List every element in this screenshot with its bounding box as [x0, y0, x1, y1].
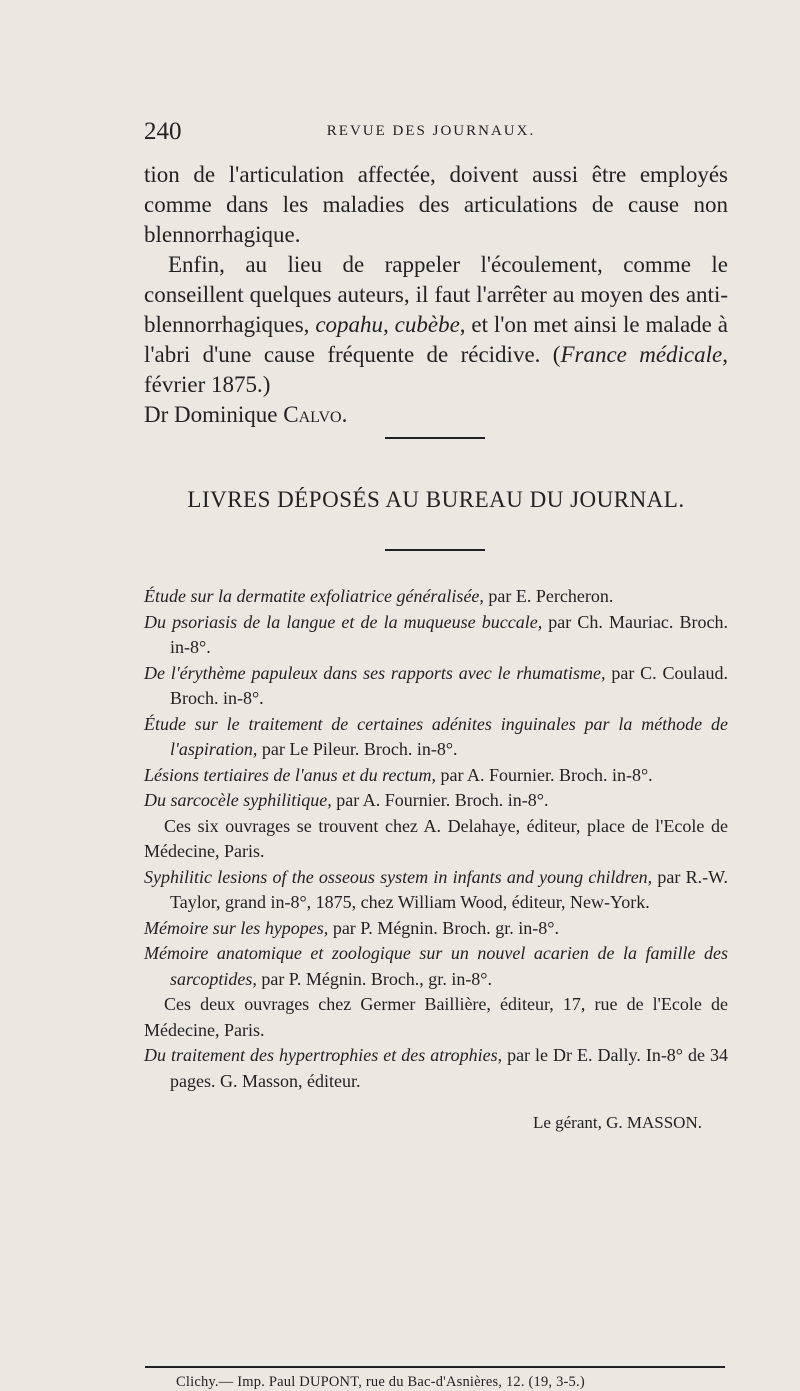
book-entry: [144, 1043, 728, 1094]
section-title: LIVRES DÉPOSÉS AU BUREAU DU JOURNAL.: [187, 487, 685, 512]
book-title: De l'érythème papuleux dans ses rapports avec le rhumatisme,: [144, 662, 606, 683]
book-entry: [144, 865, 728, 916]
book-details: par Ch. Mauriac. Broch. in-8°.: [170, 611, 728, 657]
book-details: par R.-W. Taylor, grand in-8°, 1875, chez William Wood, éditeur, New-York.: [170, 866, 728, 912]
book-title: Mémoire anatomique et zoologique sur un nouvel acarien de la famille des sarcoptides,: [144, 943, 728, 989]
running-title: REVUE DES JOURNAUX.: [326, 123, 536, 139]
entry-group-2: [144, 865, 728, 993]
book-details: par C. Coulaud. Broch. in-8°.: [170, 662, 728, 708]
divider-top: [385, 437, 485, 439]
book-entry: [144, 916, 728, 942]
gerant-line: Le gérant, G. MASSON.: [532, 1113, 702, 1132]
book-title: Lésions tertiaires de l'anus et du rectum,: [144, 764, 436, 785]
entry-group-1: [144, 584, 728, 814]
book-entry: [144, 661, 728, 712]
book-title: Du sarcocèle syphilitique,: [144, 790, 332, 810]
book-details: par A. Fournier. Broch. in-8°.: [331, 790, 549, 810]
book-details: par Le Pileur. Broch. in-8°.: [257, 739, 458, 759]
book-title: Étude sur le traitement de certaines adénites inguinales par la méthode de l'aspiration,: [144, 713, 728, 759]
article-ending: [144, 160, 728, 430]
book-entry: [144, 584, 728, 610]
book-entry: [144, 712, 728, 763]
book-title: Étude sur la dermatite exfoliatrice généralisée,: [144, 586, 484, 606]
book-details: par E. Percheron.: [483, 586, 614, 606]
paragraph-2: Enfin, au lieu de rappeler l'écoulement, comme le conseillent quelques auteurs, il faut l'arrêter au moyen des anti-blennorrhagiques, copahu, cubèbe, et l'on met ainsi le malade à l'abri d'une cause fréquente de récidive. (France médicale, février 1875.): [144, 252, 728, 397]
page-number: 240: [144, 118, 182, 145]
book-title: Du traitement des hypertrophies et des atrophies,: [144, 1045, 503, 1065]
divider-bottom: [385, 549, 485, 551]
book-details: par le Dr E. Dally. In-8° de 34 pages. G. Masson, éditeur.: [170, 1045, 728, 1091]
paragraph-1: tion de l'articulation affectée, doivent aussi être employés comme dans les maladies des articulations de cause non blennorrhagique.: [144, 162, 728, 247]
printer-footer: Clichy.— Imp. Paul DUPONT, rue du Bac-d'Asnières, 12. (19, 3-5.): [176, 1374, 585, 1390]
footer-rule: [145, 1366, 725, 1368]
entry-group-3: [144, 1043, 728, 1094]
book-details: par P. Mégnin. Broch. gr. in-8°.: [328, 917, 559, 938]
book-entry: [144, 788, 728, 814]
note-2: Ces deux ouvrages chez Germer Baillière, éditeur, 17, rue de l'Ecole de Médecine, Paris.: [144, 994, 728, 1040]
book-details: par P. Mégnin. Broch., gr. in-8°.: [256, 968, 493, 989]
signature: Dr Dominique Calvo.: [144, 402, 348, 427]
book-title: Syphilitic lesions of the osseous system in infants and young children,: [144, 866, 653, 887]
book-title: Mémoire sur les hypopes,: [144, 917, 329, 938]
book-list: [144, 584, 728, 1136]
book-entry: [144, 941, 728, 992]
page-header: [136, 118, 726, 148]
book-title: Du psoriasis de la langue et de la muqueuse buccale,: [144, 611, 543, 632]
book-entry: [144, 763, 728, 789]
book-entry: [144, 610, 728, 661]
note-1: Ces six ouvrages se trouvent chez A. Delahaye, éditeur, place de l'Ecole de Médecine, Paris.: [144, 815, 728, 861]
book-details: par A. Fournier. Broch. in-8°.: [436, 764, 653, 785]
